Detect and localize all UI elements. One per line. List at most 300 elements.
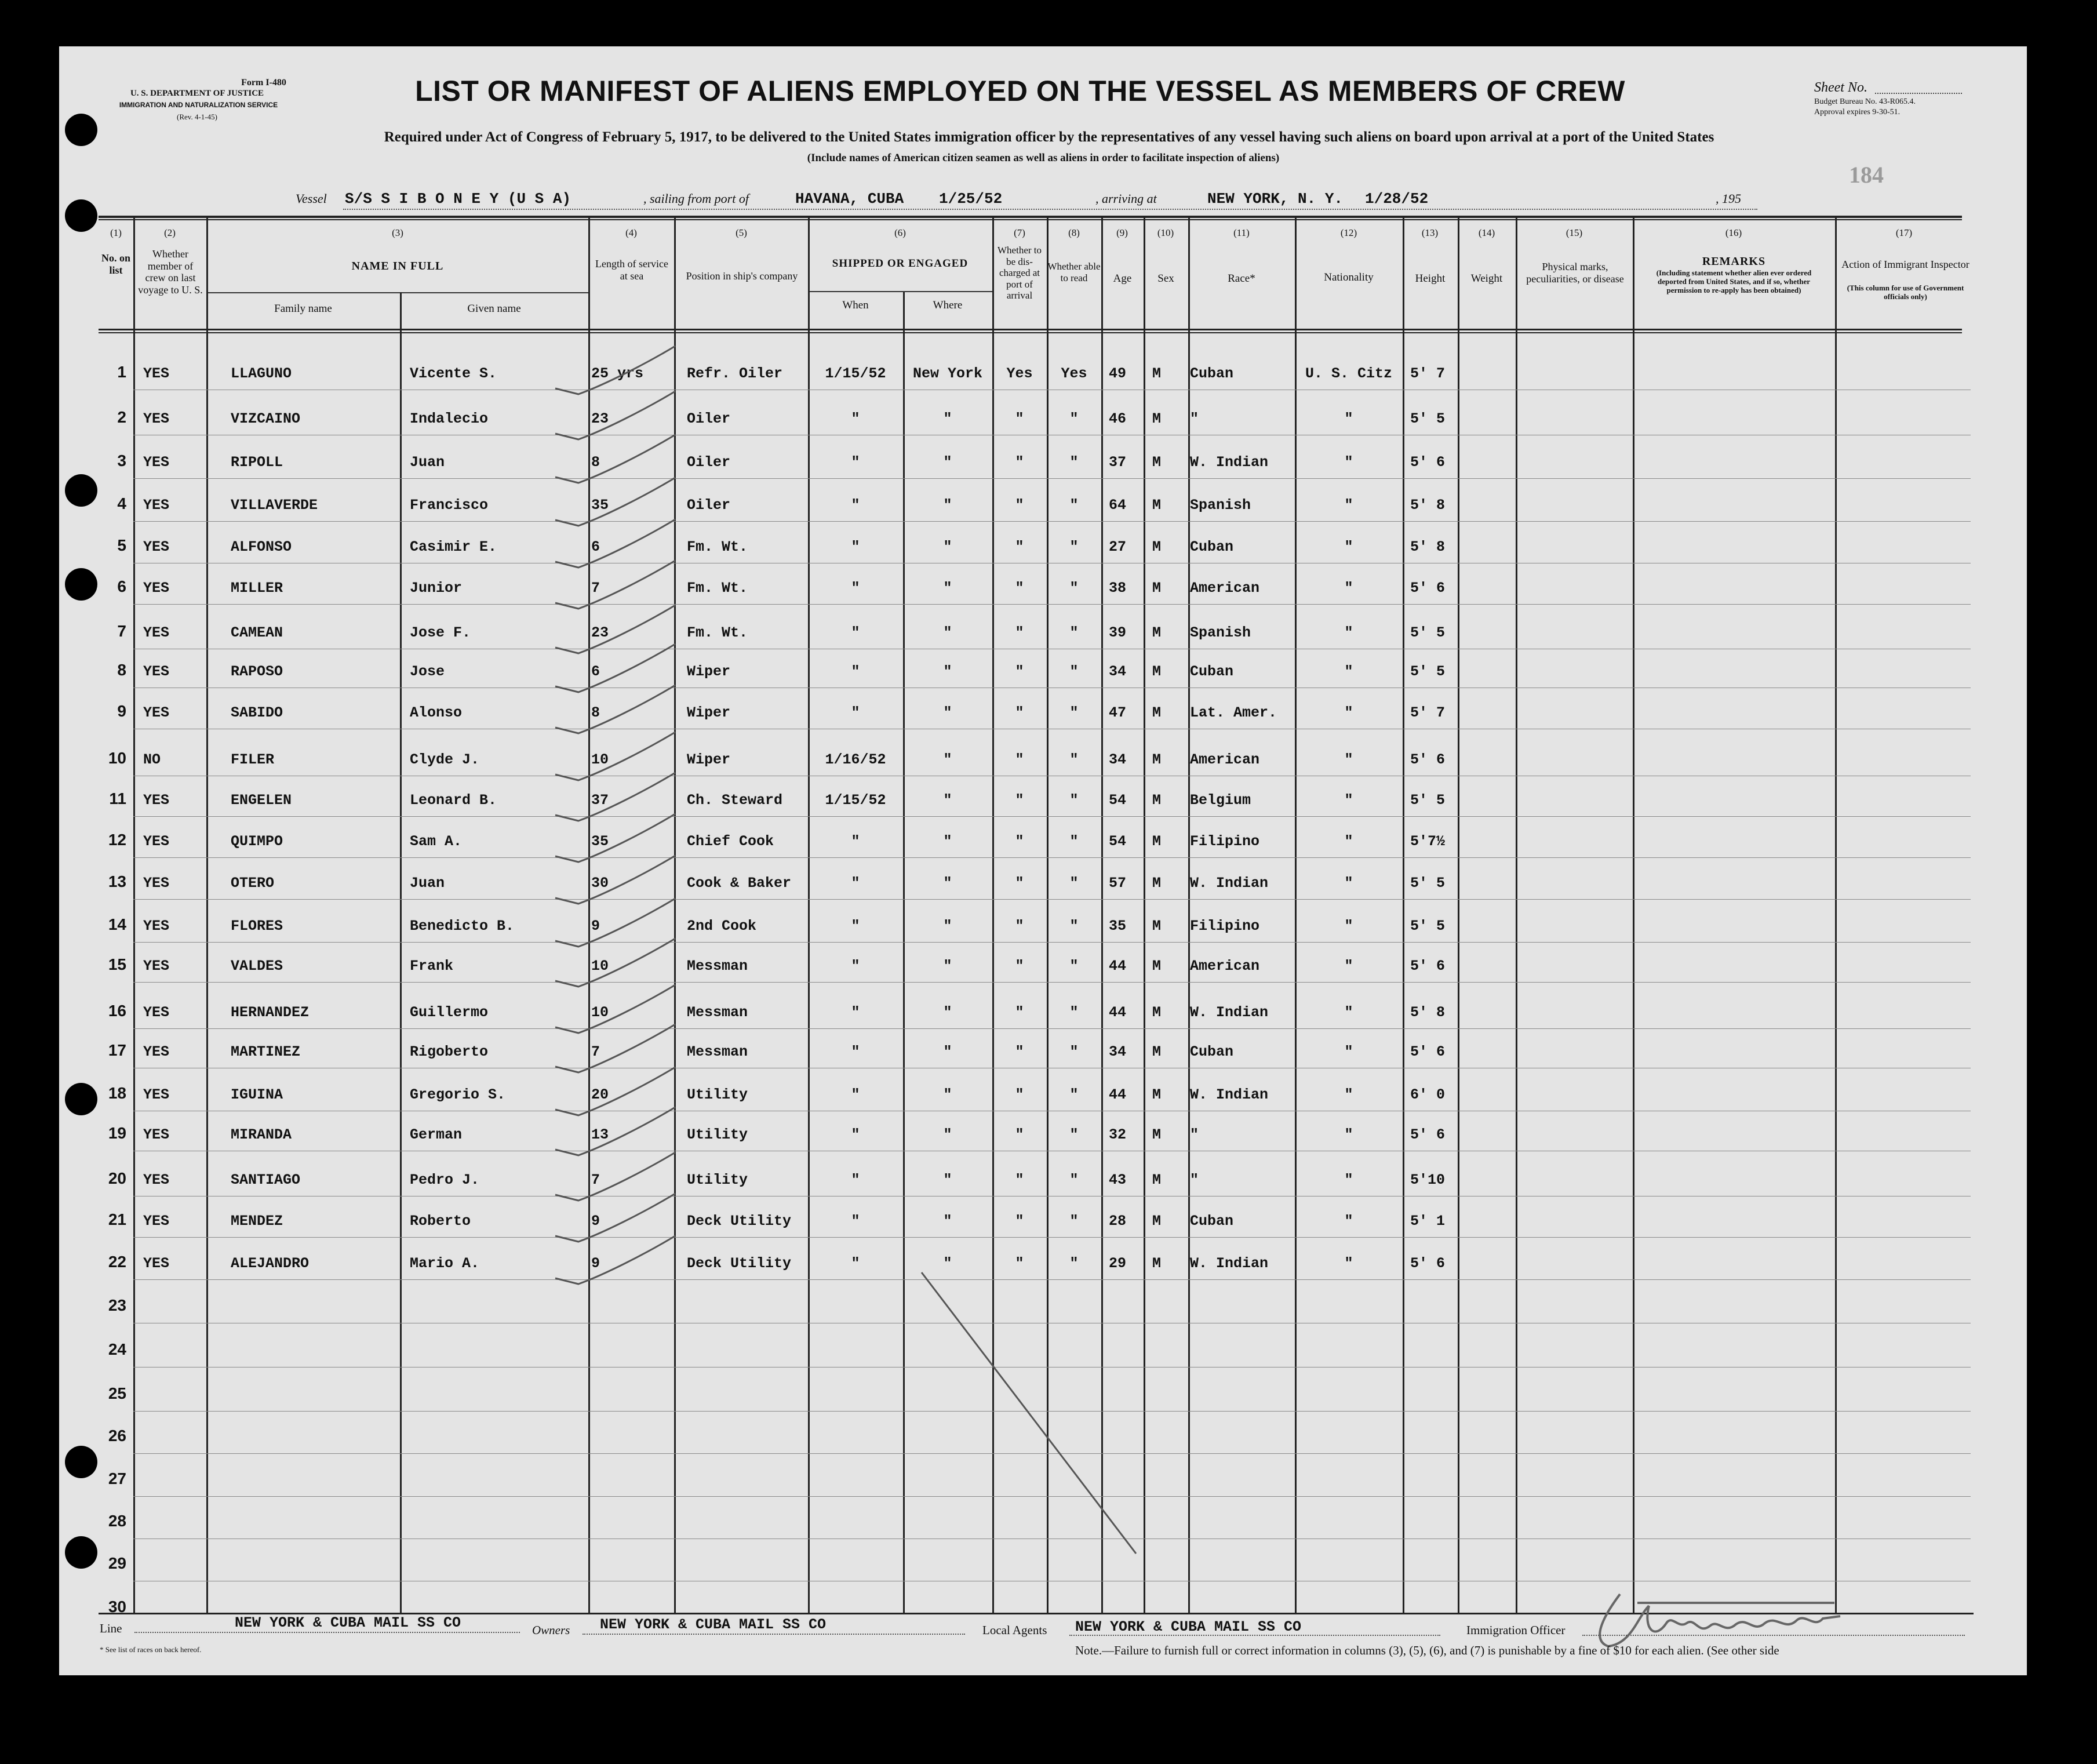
nationality-cell: "	[1344, 539, 1353, 555]
height-cell: 5' 8	[1410, 1004, 1446, 1021]
shipped-when-cell: "	[851, 1213, 860, 1230]
col-header-action: Action of Immigrant Inspector	[1841, 259, 1969, 270]
shipped-when-cell: "	[851, 1043, 860, 1060]
pencil-check-mark	[555, 519, 675, 568]
service-length-cell: 23	[591, 624, 609, 641]
able-to-read-cell: "	[1069, 875, 1079, 892]
discharged-cell: "	[1015, 833, 1024, 850]
shipped-when-cell: 1/15/52	[825, 792, 886, 809]
age-cell: 44	[1109, 1086, 1127, 1103]
previous-voyage-cell: YES	[143, 833, 170, 850]
service-length-cell: 25 yrs	[591, 365, 644, 382]
vessel-name: S/S S I B O N E Y (U S A)	[345, 190, 571, 208]
given-name-cell: Roberto	[410, 1213, 471, 1230]
budget-bureau: Budget Bureau No. 43-R065.4.	[1814, 97, 1916, 106]
shipped-when-cell: "	[851, 918, 860, 934]
able-to-read-cell: "	[1069, 454, 1079, 471]
service-length-cell: 10	[591, 1004, 609, 1021]
pencil-check-mark	[555, 435, 675, 483]
height-cell: 5' 7	[1410, 365, 1446, 382]
page-title: LIST OR MANIFEST OF ALIENS EMPLOYED ON THE VESSEL AS MEMBERS OF CREW	[415, 75, 1625, 107]
height-cell: 5' 1	[1410, 1213, 1446, 1230]
column-number: (11)	[1233, 227, 1250, 238]
shipped-when-cell: "	[851, 624, 860, 641]
family-name-cell: ALEJANDRO	[231, 1255, 310, 1272]
discharged-cell: "	[1015, 704, 1024, 721]
given-name-cell: German	[410, 1126, 463, 1143]
sex-cell: M	[1152, 1126, 1162, 1143]
owners-label: Owners	[532, 1623, 570, 1637]
shipped-when-cell: "	[851, 580, 860, 597]
row-number: 5	[117, 536, 126, 554]
shipped-where-cell: "	[943, 410, 952, 427]
previous-voyage-cell: YES	[143, 958, 170, 974]
given-name-cell: Jose F.	[410, 624, 471, 641]
col-header-when: When	[842, 299, 869, 311]
service-length-cell: 10	[591, 751, 609, 768]
able-to-read-cell: "	[1069, 410, 1079, 427]
nationality-cell: "	[1344, 792, 1353, 809]
previous-voyage-cell: YES	[143, 1086, 170, 1103]
height-cell: 5' 5	[1410, 792, 1446, 809]
sex-cell: M	[1152, 1043, 1162, 1060]
given-name-cell: Juan	[410, 875, 445, 892]
height-cell: 5' 6	[1410, 1043, 1446, 1060]
given-name-cell: Junior	[410, 580, 463, 597]
able-to-read-cell: "	[1069, 1086, 1079, 1103]
sex-cell: M	[1152, 875, 1162, 892]
able-to-read-cell: "	[1069, 1213, 1079, 1230]
nationality-cell: "	[1344, 1172, 1353, 1188]
sailing-label: , sailing from port of	[643, 191, 749, 206]
shipped-when-cell: 1/15/52	[825, 365, 886, 382]
shipped-where-cell: "	[943, 497, 952, 514]
nationality-cell: "	[1344, 497, 1353, 514]
able-to-read-cell: "	[1069, 497, 1079, 514]
shipped-where-cell: "	[943, 1126, 952, 1143]
age-cell: 47	[1109, 704, 1127, 721]
height-cell: 5'10	[1410, 1172, 1446, 1188]
row-number: 1	[117, 363, 126, 381]
shipped-where-cell: "	[943, 1255, 952, 1272]
previous-voyage-cell: YES	[143, 875, 170, 892]
family-name-cell: MIRANDA	[231, 1126, 292, 1143]
given-name-cell: Benedicto B.	[410, 918, 515, 934]
age-cell: 38	[1109, 580, 1127, 597]
shipped-where-cell: "	[943, 704, 952, 721]
pencil-check-mark	[555, 1152, 675, 1201]
agents-label: Local Agents	[982, 1623, 1047, 1637]
sex-cell: M	[1152, 792, 1162, 809]
able-to-read-cell: "	[1069, 704, 1079, 721]
previous-voyage-cell: YES	[143, 1172, 170, 1188]
family-name-cell: VILLAVERDE	[231, 497, 318, 514]
family-name-cell: MILLER	[231, 580, 283, 597]
previous-voyage-cell: YES	[143, 539, 170, 555]
family-name-cell: FILER	[231, 751, 275, 768]
sailing-date: 1/25/52	[939, 190, 1003, 208]
shipped-where-cell: "	[943, 958, 952, 974]
height-cell: 5' 5	[1410, 624, 1446, 641]
col-header-shipped: SHIPPED OR ENGAGED	[832, 257, 969, 270]
form-number: Form I-480	[241, 78, 286, 88]
position-cell: 2nd Cook	[687, 918, 757, 934]
row-number: 28	[108, 1512, 126, 1530]
race-cell: W. Indian	[1190, 454, 1269, 471]
height-cell: 5' 7	[1410, 704, 1446, 721]
previous-voyage-cell: YES	[143, 918, 170, 934]
age-cell: 32	[1109, 1126, 1127, 1143]
shipped-when-cell: "	[851, 1004, 860, 1021]
previous-voyage-cell: YES	[143, 1126, 170, 1143]
service-length-cell: 9	[591, 1213, 600, 1230]
family-name-cell: SABIDO	[231, 704, 283, 721]
shipped-where-cell: "	[943, 792, 952, 809]
row-number: 8	[117, 661, 126, 679]
sex-cell: M	[1152, 958, 1162, 974]
race-cell: American	[1190, 751, 1260, 768]
shipped-where-cell: "	[943, 875, 952, 892]
races-note: * See list of races on back hereof.	[100, 1645, 202, 1654]
height-cell: 5' 5	[1410, 410, 1446, 427]
given-name-cell: Juan	[410, 454, 445, 471]
year-label: , 195	[1716, 191, 1741, 206]
race-cell: American	[1190, 958, 1260, 974]
pencil-check-mark	[555, 1236, 675, 1284]
service-length-cell: 9	[591, 1255, 600, 1272]
service-length-cell: 20	[591, 1086, 609, 1103]
col-header-physical-marks: Physical marks, peculiarities, or disease	[1526, 261, 1624, 285]
col-header-remarks-note: (Including statement whether alien ever ordered deported from United States, and if so, whether permission to re-apply has been obtained)	[1656, 268, 1812, 294]
position-cell: Fm. Wt.	[687, 624, 748, 641]
family-name-cell: RIPOLL	[231, 454, 283, 471]
discharged-cell: "	[1015, 539, 1024, 555]
discharged-cell: "	[1015, 497, 1024, 514]
family-name-cell: MENDEZ	[231, 1213, 283, 1230]
pencil-check-mark	[555, 605, 675, 653]
shipped-where-cell: "	[943, 663, 952, 680]
shipped-when-cell: "	[851, 958, 860, 974]
service-length-cell: 35	[591, 833, 609, 850]
nationality-cell: "	[1344, 1086, 1353, 1103]
col-header-name: NAME IN FULL	[351, 260, 444, 272]
race-cell: "	[1190, 1126, 1199, 1143]
family-name-cell: VALDES	[231, 958, 283, 974]
shipped-when-cell: "	[851, 1126, 860, 1143]
col-header-height: Height	[1415, 272, 1446, 285]
service-length-cell: 10	[591, 958, 609, 974]
nationality-cell: "	[1344, 918, 1353, 934]
discharged-cell: "	[1015, 1043, 1024, 1060]
position-cell: Ch. Steward	[687, 792, 783, 809]
shipped-where-cell: "	[943, 539, 952, 555]
race-cell: Cuban	[1190, 539, 1234, 555]
shipped-where-cell: "	[943, 918, 952, 934]
family-name-cell: QUIMPO	[231, 833, 283, 850]
discharged-cell: "	[1015, 958, 1024, 974]
pencil-diagonal-line	[922, 1272, 1136, 1554]
height-cell: 5' 6	[1410, 1126, 1446, 1143]
height-cell: 5' 5	[1410, 875, 1446, 892]
able-to-read-cell: "	[1069, 624, 1079, 641]
col-header-action-note: (This column for use of Government officials only)	[1847, 283, 1964, 301]
service-length-cell: 35	[591, 497, 609, 514]
sex-cell: M	[1152, 704, 1162, 721]
race-cell: Filipino	[1190, 918, 1260, 934]
nationality-cell: "	[1344, 1213, 1353, 1230]
sex-cell: M	[1152, 1213, 1162, 1230]
nationality-cell: "	[1344, 1126, 1353, 1143]
able-to-read-cell: "	[1069, 580, 1079, 597]
height-cell: 5' 5	[1410, 918, 1446, 934]
discharged-cell: "	[1015, 1213, 1024, 1230]
row-number: 15	[108, 955, 126, 973]
row-number: 12	[108, 831, 126, 849]
shipped-where-cell: "	[943, 1172, 952, 1188]
column-number: (4)	[625, 227, 637, 238]
age-cell: 44	[1109, 958, 1127, 974]
previous-voyage-cell: NO	[143, 751, 161, 768]
row-number: 16	[108, 1002, 126, 1020]
nationality-cell: "	[1344, 580, 1353, 597]
age-cell: 57	[1109, 875, 1127, 892]
col-header-sex: Sex	[1157, 272, 1174, 285]
family-name-cell: CAMEAN	[231, 624, 283, 641]
nationality-cell: "	[1344, 958, 1353, 974]
row-number: 2	[117, 408, 126, 426]
race-cell: Cuban	[1190, 365, 1234, 382]
shipped-where-cell: "	[943, 624, 952, 641]
pencil-check-mark	[555, 773, 675, 821]
agents-value: NEW YORK & CUBA MAIL SS CO	[1075, 1618, 1302, 1635]
previous-voyage-cell: YES	[143, 704, 170, 721]
given-name-cell: Rigoberto	[410, 1043, 489, 1060]
able-to-read-cell: "	[1069, 1126, 1079, 1143]
height-cell: 5'7½	[1410, 833, 1446, 850]
height-cell: 5' 6	[1410, 958, 1446, 974]
sex-cell: M	[1152, 410, 1162, 427]
pencil-check-mark	[555, 478, 675, 526]
row-number: 27	[108, 1470, 126, 1487]
service-length-cell: 8	[591, 454, 600, 471]
previous-voyage-cell: YES	[143, 624, 170, 641]
nationality-cell: U. S. Citz	[1305, 365, 1393, 382]
able-to-read-cell: "	[1069, 918, 1079, 934]
nationality-cell: "	[1344, 1004, 1353, 1021]
col-header-remarks: REMARKS	[1702, 255, 1766, 268]
pencil-check-mark	[555, 1067, 675, 1115]
col-header-discharged: Whether to be dis-charged at port of arrival	[997, 245, 1042, 301]
row-number: 9	[117, 702, 126, 720]
discharged-cell: "	[1015, 1126, 1024, 1143]
service-length-cell: 30	[591, 875, 609, 892]
position-cell: Wiper	[687, 663, 731, 680]
race-cell: Belgium	[1190, 792, 1251, 809]
age-cell: 34	[1109, 663, 1127, 680]
family-name-cell: ENGELEN	[231, 792, 292, 809]
given-name-cell: Alonso	[410, 704, 463, 721]
discharged-cell: "	[1015, 663, 1024, 680]
nationality-cell: "	[1344, 410, 1353, 427]
column-number: (15)	[1566, 227, 1583, 238]
age-cell: 46	[1109, 410, 1127, 427]
given-name-cell: Francisco	[410, 497, 489, 514]
given-name-cell: Casimir E.	[410, 539, 497, 555]
age-cell: 29	[1109, 1255, 1127, 1272]
pencil-check-mark	[555, 1194, 675, 1242]
sex-cell: M	[1152, 1004, 1162, 1021]
given-name-cell: Indalecio	[410, 410, 489, 427]
line-field-rule	[134, 1632, 520, 1633]
shipped-where-cell: "	[943, 751, 952, 768]
service-length-cell: 9	[591, 918, 600, 934]
service-length-cell: 7	[591, 580, 600, 597]
col-header-family-name: Family name	[274, 303, 332, 315]
race-cell: W. Indian	[1190, 1255, 1269, 1272]
subtitle: Required under Act of Congress of February 5, 1917, to be delivered to the United States immigration officer by the representatives of any vessel having such aliens on board upon arrival at a port of the United States	[384, 129, 1714, 145]
position-cell: Utility	[687, 1086, 748, 1103]
position-cell: Utility	[687, 1172, 748, 1188]
line-label: Line	[100, 1621, 122, 1635]
agents-field-rule	[1069, 1635, 1440, 1636]
position-cell: Messman	[687, 1004, 748, 1021]
race-cell: Spanish	[1190, 624, 1251, 641]
arriving-port: NEW YORK, N. Y.	[1207, 190, 1344, 208]
race-cell: "	[1190, 1172, 1199, 1188]
pencil-check-mark	[555, 814, 675, 862]
row-number: 30	[108, 1598, 126, 1616]
position-cell: Fm. Wt.	[687, 580, 748, 597]
include-note: (Include names of American citizen seamen as well as aliens in order to facilitate inspection of aliens)	[807, 152, 1280, 164]
shipped-when-cell: "	[851, 663, 860, 680]
family-name-cell: IGUINA	[231, 1086, 283, 1103]
service-length-cell: 7	[591, 1043, 600, 1060]
col-header-given-name: Given name	[467, 303, 521, 315]
age-cell: 54	[1109, 792, 1127, 809]
officer-label: Immigration Officer	[1466, 1623, 1566, 1637]
able-to-read-cell: "	[1069, 1172, 1079, 1188]
column-number: (3)	[392, 227, 403, 238]
position-cell: Oiler	[687, 454, 731, 471]
age-cell: 64	[1109, 497, 1127, 514]
discharged-cell: "	[1015, 792, 1024, 809]
pencil-check-mark	[555, 985, 675, 1033]
race-cell: W. Indian	[1190, 1086, 1269, 1103]
sheet-number-label: Sheet No.	[1814, 80, 1867, 95]
nationality-cell: "	[1344, 454, 1353, 471]
shipped-where-cell: "	[943, 1086, 952, 1103]
given-name-cell: Guillermo	[410, 1004, 489, 1021]
row-number: 29	[108, 1554, 126, 1572]
discharged-cell: "	[1015, 751, 1024, 768]
column-number: (2)	[164, 227, 176, 238]
form-department: U. S. DEPARTMENT OF JUSTICE	[130, 89, 264, 98]
family-name-cell: RAPOSO	[231, 663, 283, 680]
column-number: (9)	[1116, 227, 1128, 238]
sex-cell: M	[1152, 454, 1162, 471]
discharged-cell: "	[1015, 580, 1024, 597]
form-revision: (Rev. 4-1-45)	[177, 112, 217, 121]
race-cell: Spanish	[1190, 497, 1251, 514]
shipped-where-cell: "	[943, 454, 952, 471]
nationality-cell: "	[1344, 875, 1353, 892]
column-number: (5)	[736, 227, 747, 238]
age-cell: 43	[1109, 1172, 1127, 1188]
race-cell: Cuban	[1190, 663, 1234, 680]
able-to-read-cell: "	[1069, 1043, 1079, 1060]
arriving-date: 1/28/52	[1365, 190, 1429, 208]
officer-signature	[1585, 1583, 1858, 1652]
previous-voyage-cell: YES	[143, 410, 170, 427]
col-header-weight: Weight	[1470, 272, 1503, 285]
able-to-read-cell: "	[1069, 751, 1079, 768]
stamp-number: 184	[1849, 162, 1884, 188]
sex-cell: M	[1152, 580, 1162, 597]
able-to-read-cell: "	[1069, 1255, 1079, 1272]
position-cell: Deck Utility	[687, 1255, 792, 1272]
column-number: (17)	[1895, 227, 1913, 238]
shipped-when-cell: "	[851, 410, 860, 427]
owners-field-rule	[582, 1634, 965, 1635]
given-name-cell: Clyde J.	[410, 751, 480, 768]
col-header-race: Race*	[1228, 272, 1255, 285]
shipped-where-cell: "	[943, 1043, 952, 1060]
given-name-cell: Gregorio S.	[410, 1086, 506, 1103]
service-length-cell: 13	[591, 1126, 609, 1143]
col-header-nationality: Nationality	[1324, 271, 1374, 283]
sex-cell: M	[1152, 1172, 1162, 1188]
row-number: 25	[108, 1384, 126, 1402]
sex-cell: M	[1152, 539, 1162, 555]
pencil-check-mark	[555, 732, 675, 780]
given-name-cell: Jose	[410, 663, 445, 680]
row-number: 17	[108, 1041, 126, 1059]
nationality-cell: "	[1344, 1255, 1353, 1272]
approval-expiry: Approval expires 9-30-51.	[1814, 108, 1901, 117]
age-cell: 28	[1109, 1213, 1127, 1230]
row-number: 18	[108, 1084, 126, 1102]
given-name-cell: Leonard B.	[410, 792, 497, 809]
service-length-cell: 23	[591, 410, 609, 427]
height-cell: 5' 6	[1410, 1255, 1446, 1272]
nationality-cell: "	[1344, 704, 1353, 721]
age-cell: 37	[1109, 454, 1127, 471]
vessel-label: Vessel	[296, 191, 327, 206]
able-to-read-cell: "	[1069, 1004, 1079, 1021]
col-header-no: No. on list	[101, 252, 130, 276]
family-name-cell: FLORES	[231, 918, 283, 934]
row-number: 3	[117, 452, 126, 470]
arriving-label: , arriving at	[1095, 191, 1157, 206]
previous-voyage-cell: YES	[143, 454, 170, 471]
discharged-cell: "	[1015, 875, 1024, 892]
previous-voyage-cell: YES	[143, 1213, 170, 1230]
family-name-cell: HERNANDEZ	[231, 1004, 310, 1021]
shipped-when-cell: "	[851, 704, 860, 721]
service-length-cell: 6	[591, 663, 600, 680]
previous-voyage-cell: YES	[143, 1255, 170, 1272]
discharged-cell: "	[1015, 1004, 1024, 1021]
race-cell: Cuban	[1190, 1043, 1234, 1060]
sailing-port: HAVANA, CUBA	[795, 190, 904, 208]
col-header-where: Where	[933, 299, 963, 311]
height-cell: 6' 0	[1410, 1086, 1446, 1103]
shipped-where-cell: "	[943, 833, 952, 850]
shipped-when-cell: "	[851, 1172, 860, 1188]
nationality-cell: "	[1344, 1043, 1353, 1060]
service-length-cell: 6	[591, 539, 600, 555]
position-cell: Messman	[687, 1043, 748, 1060]
